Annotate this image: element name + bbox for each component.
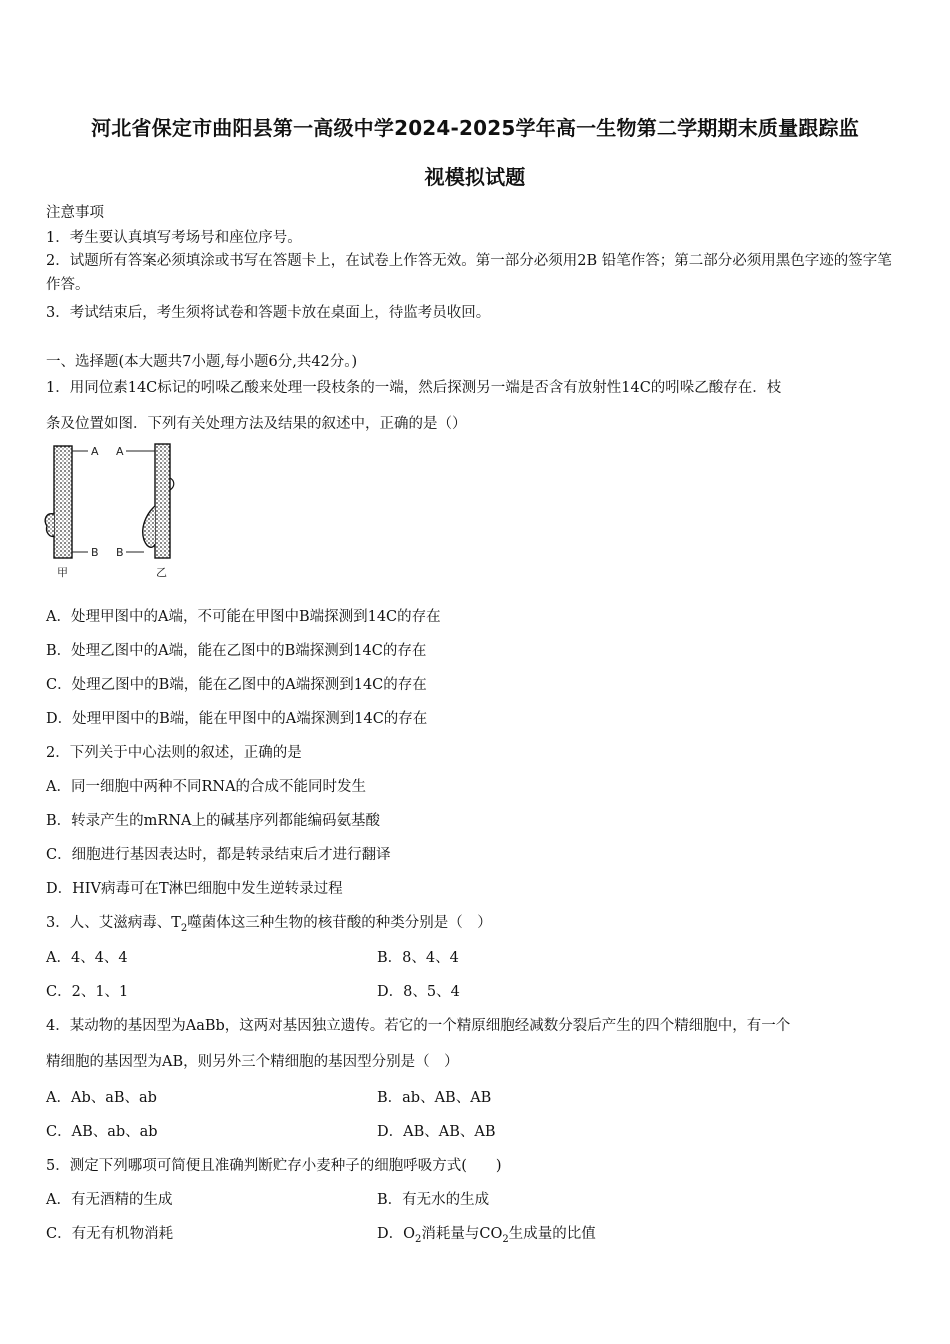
q3-stem-after: 噬菌体这三种生物的核苷酸的种类分别是（ ） (187, 915, 492, 931)
q3-option-b: B．8、4、4 (377, 950, 459, 966)
q1-stem-line-1: 1．用同位素14C标记的吲哚乙酸来处理一段枝条的一端，然后探测另一端是否含有放射性14C的吲哚乙酸存在．枝 (46, 380, 782, 396)
q2-option-d: D．HIV病毒可在T淋巴细胞中发生逆转录过程 (46, 881, 343, 897)
q1-option-c: C．处理乙图中的B端，能在乙图中的A端探测到14C的存在 (46, 677, 427, 693)
q2-stem: 2．下列关于中心法则的叙述，正确的是 (46, 745, 302, 761)
q4-option-d: D．AB、AB、AB (377, 1124, 496, 1140)
branch-jia (45, 446, 72, 558)
q1-option-a: A．处理甲图中的A端，不可能在甲图中B端探测到14C的存在 (46, 609, 441, 625)
q5-option-d-suffix: 生成量的比值 (508, 1226, 596, 1242)
notice-item-2: 2．试题所有答案必须填涂或书写在答题卡上，在试卷上作答无效。第一部分必须用2B 铅笔作答；第二部分必须用黑色字迹的签字笔作答。 (46, 253, 892, 293)
q2-option-c: C．细胞进行基因表达时，都是转录结束后才进行翻译 (46, 847, 391, 863)
notice-item-1: 1．考生要认真填写考场号和座位序号。 (46, 230, 302, 246)
q5-option-b: B．有无水的生成 (377, 1192, 490, 1208)
section-heading: 一、选择题(本大题共7小题,每小题6分,共42分。) (46, 354, 358, 370)
q5-option-d-middle: 消耗量与CO (421, 1226, 503, 1242)
q3-option-c: C．2、1、1 (46, 984, 129, 1000)
q5-option-d-sub-2: 2 (502, 1233, 509, 1245)
q5-option-d-prefix: D．O (377, 1226, 416, 1242)
q5-stem: 5．测定下列哪项可简便且准确判断贮存小麦种子的细胞呼吸方式( ) (46, 1158, 502, 1174)
caption-jia: 甲 (57, 566, 68, 579)
q4-stem-line-2: 精细胞的基因型为AB，则另外三个精细胞的基因型分别是（ ） (46, 1054, 459, 1070)
q3-stem (46, 911, 906, 934)
branch-figure (40, 438, 190, 588)
notice-item-3: 3．考试结束后，考生须将试卷和答题卡放在桌面上，待监考员收回。 (46, 305, 491, 321)
yi-label-b: B (116, 546, 124, 559)
notice-heading: 注意事项 (46, 205, 104, 221)
q2-option-a: A．同一细胞中两种不同RNA的合成不能同时发生 (46, 779, 367, 795)
q3-option-d: D．8、5、4 (377, 984, 460, 1000)
yi-label-a: A (116, 445, 124, 458)
q4-option-b: B．ab、AB、AB (377, 1090, 492, 1106)
q3-option-a: A．4、4、4 (46, 950, 128, 966)
branch-yi (143, 444, 174, 558)
caption-yi: 乙 (156, 566, 167, 579)
exam-title-line-1: 河北省保定市曲阳县第一高级中学2024-2025学年高一生物第二学期期末质量跟踪监 (91, 116, 859, 140)
q4-stem-line-1: 4．某动物的基因型为AaBb，这两对基因独立遗传。若它的一个精原细胞经减数分裂后产生的四个精细胞中，有一个 (46, 1018, 791, 1034)
q5-option-d (377, 1222, 897, 1245)
q3-stem-before: 3．人、艾滋病毒、T (46, 915, 181, 931)
q5-option-a: A．有无酒精的生成 (46, 1192, 173, 1208)
q2-option-b: B．转录产生的mRNA上的碱基序列都能编码氨基酸 (46, 813, 380, 829)
jia-label-a: A (91, 445, 99, 458)
q5-option-c: C．有无有机物消耗 (46, 1226, 174, 1242)
q1-stem-line-2: 条及位置如图．下列有关处理方法及结果的叙述中，正确的是（） (46, 416, 467, 432)
q4-option-c: C．AB、ab、ab (46, 1124, 158, 1140)
q1-option-b: B．处理乙图中的A端，能在乙图中的B端探测到14C的存在 (46, 643, 427, 659)
q4-option-a: A．Ab、aB、ab (46, 1090, 157, 1106)
q3-stem-sub: 2 (180, 922, 188, 934)
jia-label-b: B (91, 546, 99, 559)
exam-title-line-2: 视模拟试题 (424, 165, 526, 189)
q1-option-d: D．处理甲图中的B端，能在甲图中的A端探测到14C的存在 (46, 711, 428, 727)
q5-option-d-sub-1: 2 (415, 1233, 422, 1245)
